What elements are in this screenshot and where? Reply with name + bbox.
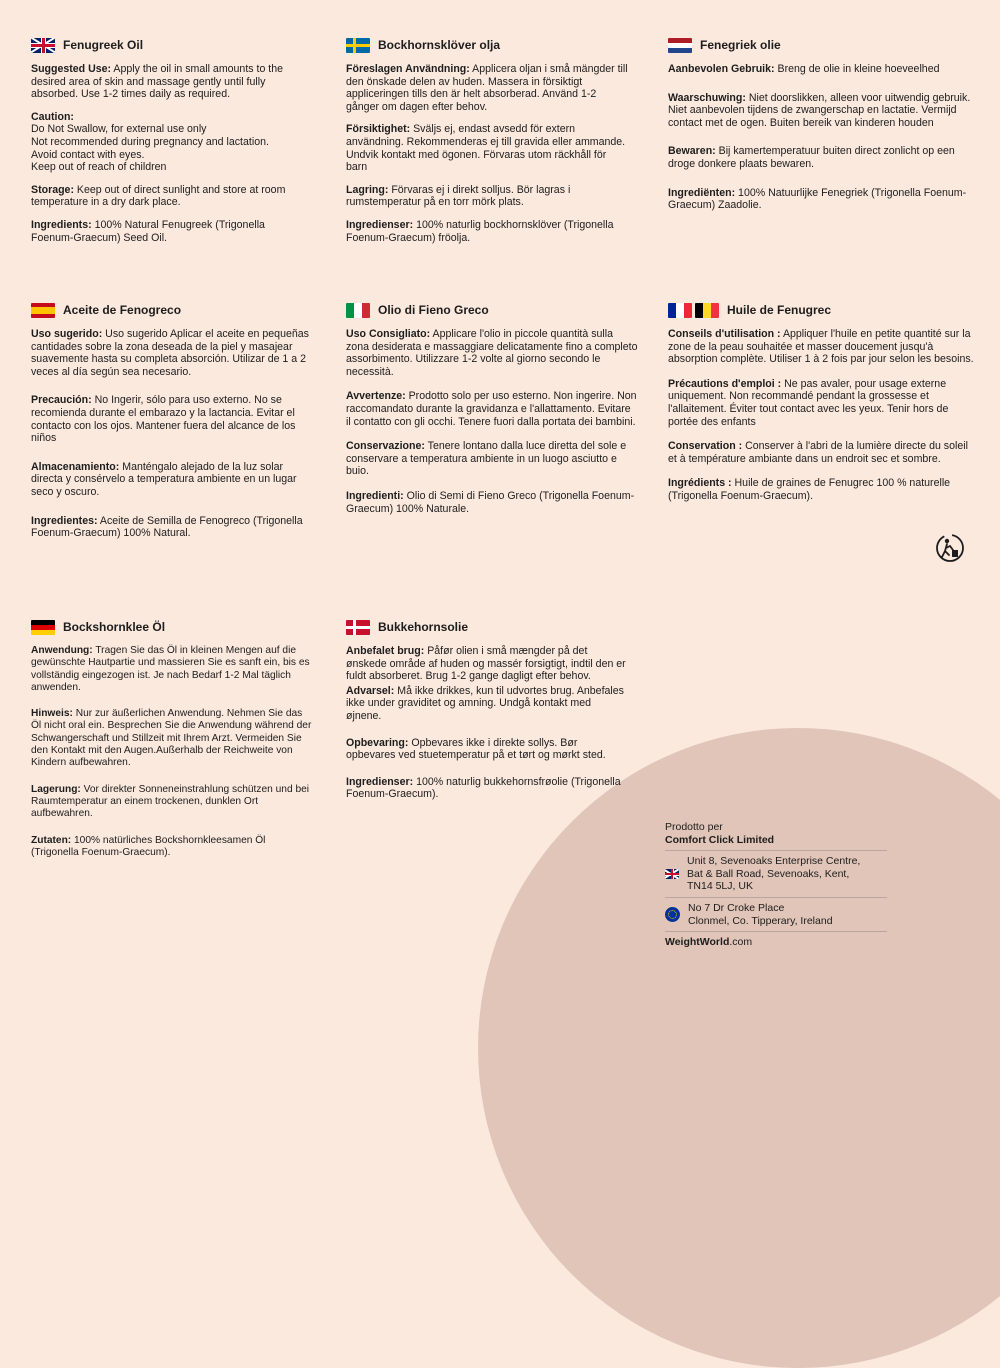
spain-flag-icon [31,303,55,318]
eu-flag-icon [665,907,680,922]
suggested-use: Anbefalet brug: Påfør olien i små mængder på det ønskede område af huden og massér forsigtigt, indtil den er fuldt absorberet. Brug 1-2 gange dagligt efter behov. [346,645,626,683]
storage: Conservazione: Tenere lontano dalla luce diretta del sole e conservare a temperatura ambiente in un luogo asciutto e buio. [346,440,627,478]
uk-flag-icon [665,869,679,879]
panel-it [346,303,638,525]
panel-title: Fenegriek olie [700,38,781,53]
storage: Opbevaring: Opbevares ikke i direkte sollys. Bør opbevares ved stuetemperatur på et tørt og mørkt sted. [346,736,606,762]
recycling-person-icon [935,533,965,563]
panel-de [31,620,315,869]
panel-fr-header [668,303,974,318]
panel-da-header [346,620,628,635]
ingredients: Ingrédients : Huile de graines de Fenugrec 100 % naturelle (Trigonella Foenum-Graecum). [668,477,951,502]
belgium-flag-icon [695,303,719,318]
netherlands-flag-icon [668,38,692,53]
ingredients: Ingredientes: Aceite de Semilla de Fenogreco (Trigonella Foenum-Graecum) 100% Natural. [31,514,303,540]
suggested-use: Conseils d'utilisation : Appliquer l'huile en petite quantité sur la zone de la peau souhaitée et masser doucement jusqu'à absorption complète. Utiliser 1 à 2 fois par jour selon les besoins. [668,328,974,366]
company-name: Comfort Click Limited [665,833,775,846]
germany-flag-icon [31,620,55,635]
panel-title: Bockhornsklöver olja [378,38,501,53]
panel-en [31,38,301,254]
denmark-flag-icon [346,620,370,635]
panel-de-header [31,620,315,635]
italy-flag-icon [346,303,370,318]
suggested-use: Uso Consigliato: Applicare l'olio in piccole quantità sulla zona desiderata e massaggiare delicatamente fino a completo assorbimento. Utilizzare 1-2 volte al giorno secondo le necessità. [346,328,638,378]
made-by-label: Prodotto per [665,821,723,833]
panel-en-header [31,38,301,53]
ingredients: Ingrediënten: 100% Natuurlijke Fenegriek (Trigonella Foenum-Graecum) Zaadolie. [668,186,967,212]
storage: Lagerung: Vor direkter Sonneneinstrahlung schützen und bei Raumtemperatur an einem trockenen, dunklen Ort aufbewahren. [31,783,310,820]
panel-nl [668,38,972,222]
panel-sv-header [346,38,628,53]
storage: Bewaren: Bij kamertemperatuur buiten direct zonlicht op een droge donkere plaats bewaren. [668,145,955,170]
panel-es [31,303,313,550]
panel-sv [346,38,628,254]
website: WeightWorld.com [665,931,887,949]
panel-nl-header [668,38,972,53]
sweden-flag-icon [346,38,370,53]
panel-da [346,620,628,811]
ingredients: Ingredients: 100% Natural Fenugreek (Trigonella Foenum-Graecum) Seed Oil. [31,218,265,244]
caution: Avvertenze: Prodotto solo per uso esterno. Non ingerire. Non raccomandato durante la gravidanza e l'allattamento. Evitare il contatto con gli occhi. Tenere fuori dalla portata dei bambini. [346,390,637,428]
caution: Precaución: No Ingerir, sólo para uso externo. No se recomienda durante el embarazo y la lactancia. Evitar el contacto con los ojos. Mantener fuera del alcance de los niños [31,394,296,445]
panel-title: Huile de Fenugrec [727,303,832,318]
panel-it-header [346,303,638,318]
caution: Caution: Do Not Swallow, for external use only Not recommended during pregnancy and lactation. Avoid contact with eyes. Keep out of reach of children [31,110,269,174]
suggested-use: Föreslagen Användning: Applicera oljan i små mängder till den önskade delen av huden. Massera in försiktigt appliceringen tills den är helt absorberad. Använd 1-2 gånger om dagen efter behov. [346,63,628,113]
storage: Lagring: Förvaras ej i direkt solljus. Bör lagras i rumstemperatur på en torr mörk plats. [346,183,571,209]
suggested-use: Anwendung: Tragen Sie das Öl in kleinen Mengen auf die gewünschte Hautpartie und massieren Sie es sanft ein, bis es vollständig eingezogen ist. Je nach Bedarf 1-2 Mal täglich anwenden. [31,645,310,693]
uk-flag-icon [31,38,55,53]
caution: Försiktighet: Sväljs ej, endast avsedd för extern användning. Rekommenderas ej till gravida eller ammande. Undvik kontakt med ögonen. Förvaras utom räckhåll för barn [346,123,626,174]
ingredients: Ingredienser: 100% naturlig bukkehornsfrøolie (Trigonella Foenum-Graecum). [346,775,621,801]
france-flag-icon [668,303,692,318]
panel-es-header [31,303,313,318]
suggested-use: Aanbevolen Gebruik: Breng de olie in kleine hoeveelhed [668,63,940,75]
caution: Hinweis: Nur zur äußerlichen Anwendung. Nehmen Sie das Öl nicht oral ein. Besprechen Sie die Anwendung während der Schwangerschaft und Stillzeit mit Ihrem Arzt. Vermeiden Sie den Kontakt mit den Augen.Außerhalb der Reichweite von Kindern aufbewahren. [31,708,312,769]
ingredients: Ingredienser: 100% naturlig bockhornsklöver (Trigonella Foenum-Graecum) fröolja. [346,218,614,244]
storage: Almacenamiento: Manténgalo alejado de la luz solar directa y consérvelo a temperatura ambiente en un lugar seco y oscuro. [31,460,297,498]
panel-title: Olio di Fieno Greco [378,303,489,318]
ingredients: Ingredienti: Olio di Semi di Fieno Greco (Trigonella Foenum-Graecum) 100% Naturale. [346,489,635,515]
uk-address: Unit 8, Sevenoaks Enterprise Centre, Bat & Ball Road, Sevenoaks, Kent, TN14 5LJ, UK [665,850,887,897]
panel-title: Bukkehornsolie [378,620,469,635]
eu-address: No 7 Dr Croke Place Clonmel, Co. Tipperary, Ireland [665,897,887,931]
ingredients: Zutaten: 100% natürliches Bockshornkleesamen Öl (Trigonella Foenum-Graecum). [31,834,266,858]
panel-title: Fenugreek Oil [63,38,144,53]
panel-title: Bockshornklee Öl [63,620,166,635]
suggested-use: Uso sugerido: Uso sugerido Aplicar el aceite en pequeñas cantidades sobre la zona deseada de la piel y masajear suavemente hasta su completa absorción. Utilizar de 1 a 2 veces al día según sea necesario. [31,328,309,378]
caution: Waarschuwing: Niet doorslikken, alleen voor uitwendig gebruik. Niet aanbevolen tijdens de zwangerschap en lactatie. Vermijd contact met de ogen. Buiten bereik van kinderen houden [668,91,971,129]
panel-fr [668,303,974,513]
panel-title: Aceite de Fenogreco [63,303,182,318]
storage: Storage: Keep out of direct sunlight and store at room temperature in a dry dark place. [31,183,286,209]
suggested-use: Suggested Use: Apply the oil in small amounts to the desired area of skin and massage gently until fully absorbed. Use 1-2 times daily as required. [31,63,284,101]
caution: Précautions d'emploi : Ne pas avaler, pour usage externe uniquement. Non recommandé pendant la grossesse et l'allaitement. Éviter tout contact avec les yeux. Tenir hors de portée des enfants [668,377,949,428]
storage: Conservation : Conserver à l'abri de la lumière directe du soleil et à température ambiante dans un endroit sec et sombre. [668,440,968,465]
manufacturer-block [665,821,887,949]
caution: Advarsel: Må ikke drikkes, kun til udvortes brug. Anbefales ikke under graviditet og amning. Undgå kontakt med øjnene. [346,684,624,722]
